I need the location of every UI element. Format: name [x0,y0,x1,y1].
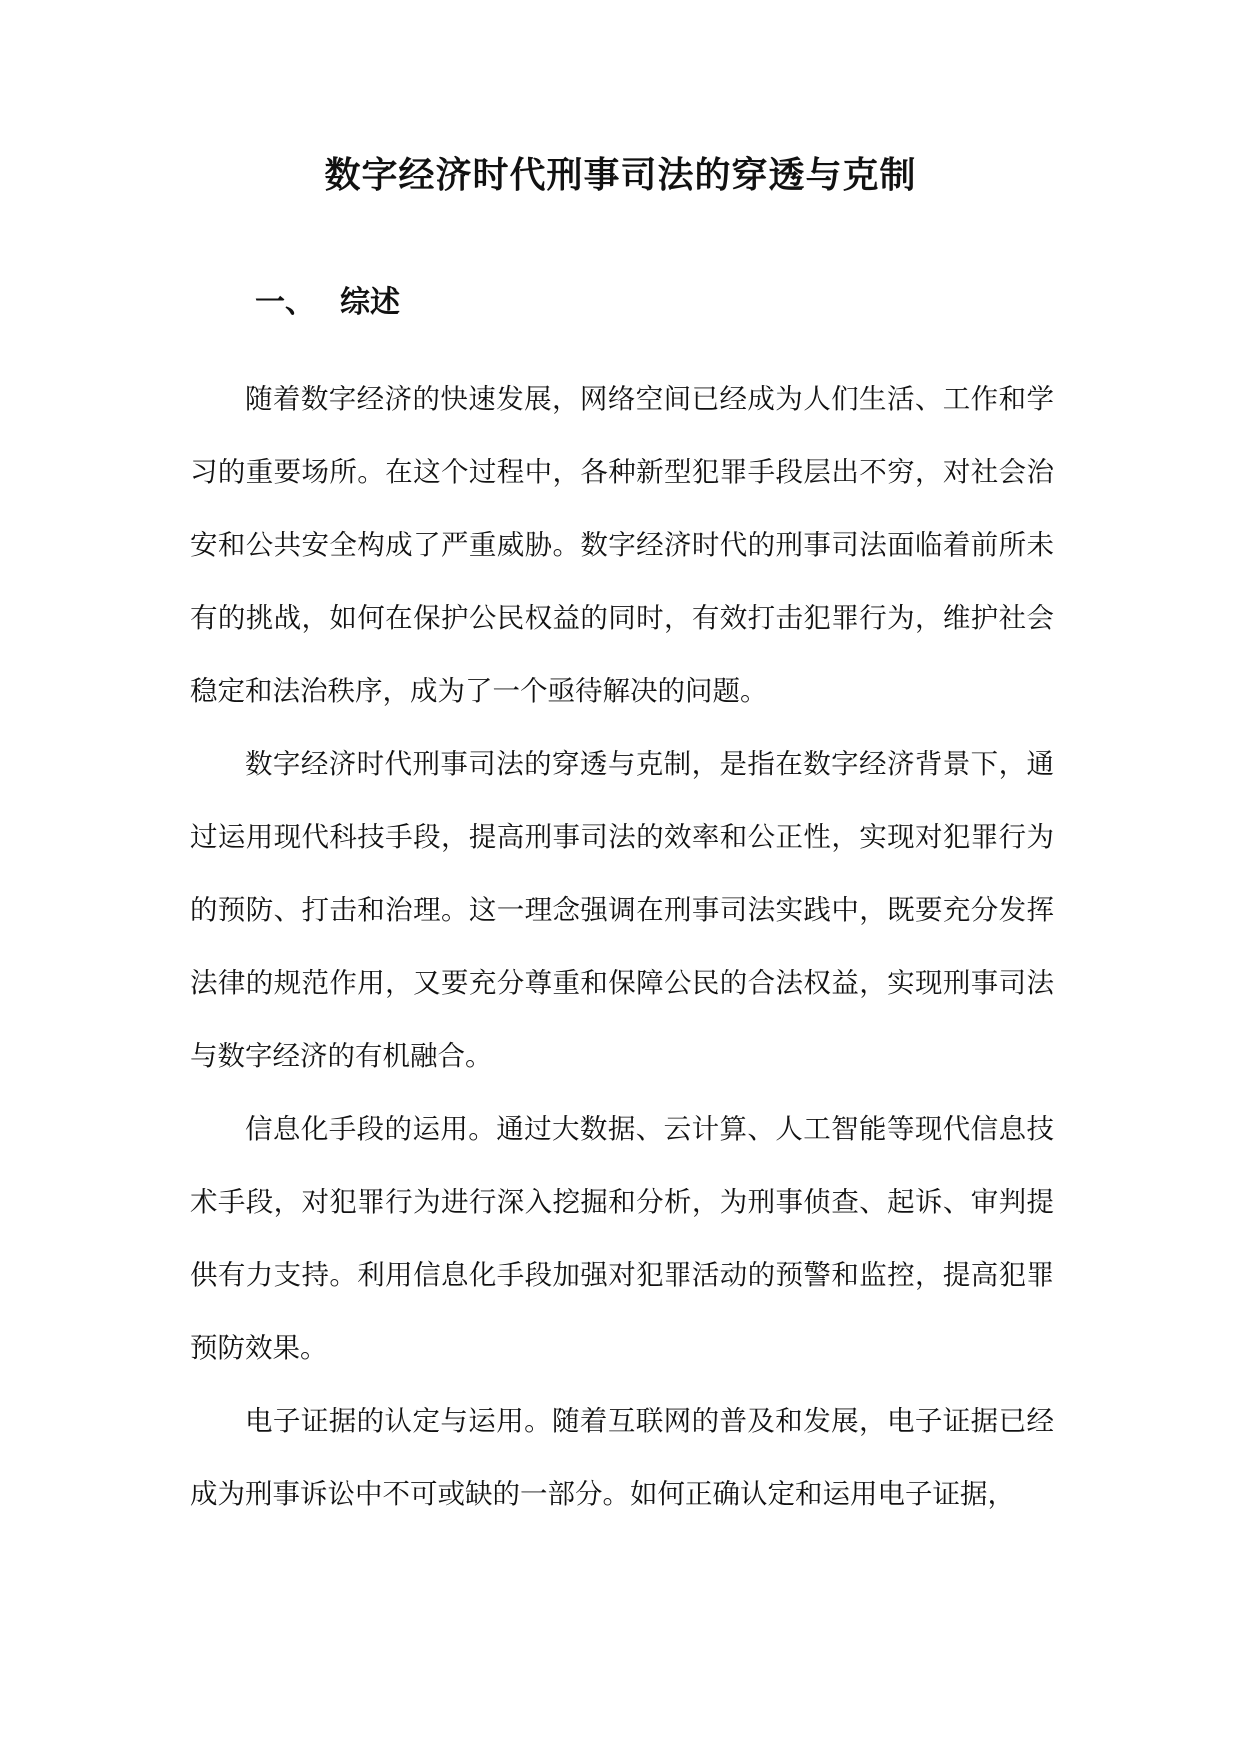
paragraph: 信息化手段的运用。通过大数据、云计算、人工智能等现代信息技术手段，对犯罪行为进行深入挖掘和分析，为刑事侦查、起诉、审判提供有力支持。利用信息化手段加强对犯罪活动的预警和监控，提高犯罪预防效果。 [190,1113,1054,1364]
paragraph: 随着数字经济的快速发展，网络空间已经成为人们生活、工作和学习的重要场所。在这个过程中，各种新型犯罪手段层出不穷，对社会治安和公共安全构成了严重威胁。数字经济时代的刑事司法面临着前所未有的挑战，如何在保护公民权益的同时，有效打击犯罪行为，维护社会稳定和法治秩序，成为了一个亟待解决的问题。 [190,383,1054,707]
section-heading [255,278,400,328]
document-title: 数字经济时代刑事司法的穿透与克制 [324,154,917,196]
section-title: 综述 [340,285,400,320]
document-body [190,363,1054,1531]
section-number: 一、 [255,285,315,320]
paragraph: 数字经济时代刑事司法的穿透与克制，是指在数字经济背景下，通过运用现代科技手段，提高刑事司法的效率和公正性，实现对犯罪行为的预防、打击和治理。这一理念强调在刑事司法实践中，既要充分发挥法律的规范作用，又要充分尊重和保障公民的合法权益，实现刑事司法与数字经济的有机融合。 [190,748,1054,1072]
paragraph: 电子证据的认定与运用。随着互联网的普及和发展，电子证据已经成为刑事诉讼中不可或缺的一部分。如何正确认定和运用电子证据， [190,1405,1054,1510]
